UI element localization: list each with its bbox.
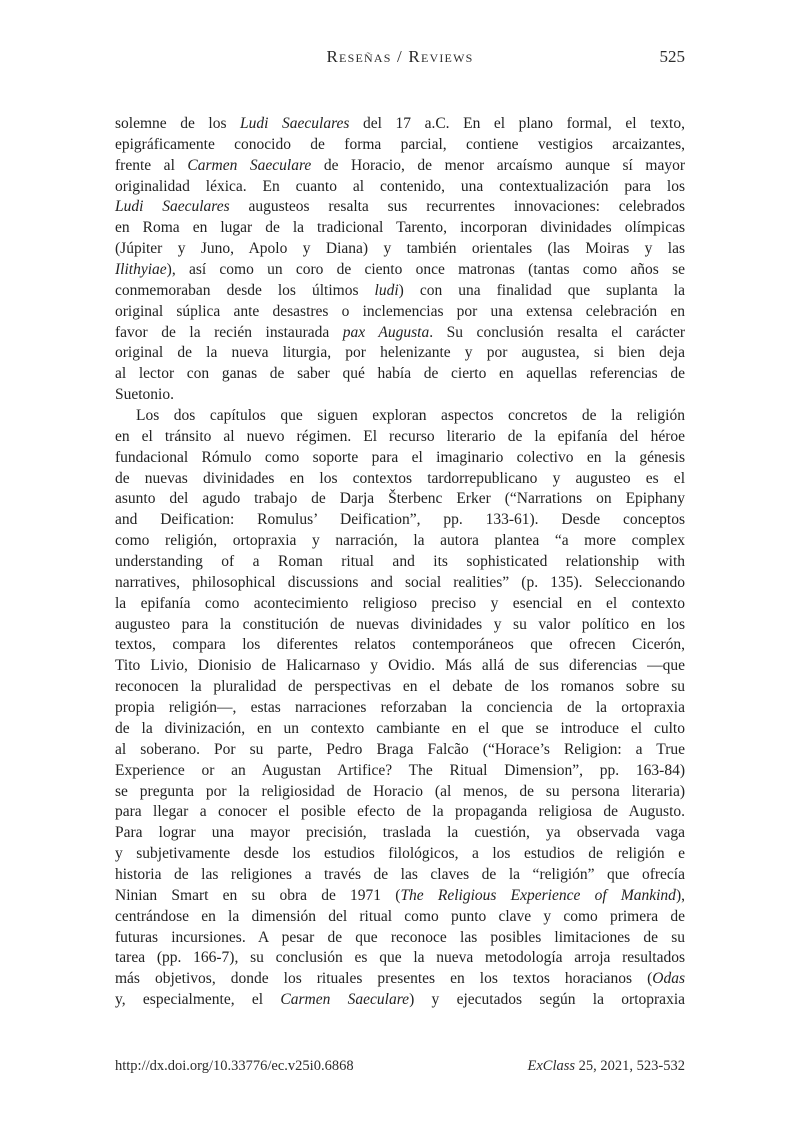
- text-line: originalidad léxica. En cuanto al contenido, una contextualización para los: [115, 177, 685, 195]
- text-line: y, especialmente, el Carmen Saeculare) y ejecutados según la ortopraxia: [115, 991, 685, 1009]
- text-line: Los dos capítulos que siguen exploran aspectos concretos de la religión: [136, 407, 685, 425]
- page-header: [115, 46, 685, 68]
- text-line: asunto del agudo trabajo de Darja Šterbenc Erker (“Narrations on Epiphany: [115, 490, 685, 508]
- page-number: 525: [659, 47, 685, 66]
- paragraph: [115, 114, 685, 406]
- text-line: augusteo para la constitución de nuevas divinidades y su valor político en los: [115, 615, 685, 633]
- text-line: solemne de los Ludi Saeculares del 17 a.C. En el plano formal, el texto,: [115, 115, 685, 132]
- text-line: narratives, philosophical discussions and social realities” (p. 135). Seleccionando: [115, 573, 685, 591]
- text-line: frente al Carmen Saeculare de Horacio, de menor arcaísmo aunque sí mayor: [115, 156, 685, 174]
- text-line: de la divinización, en un contexto cambiante en el que se introduce el culto: [115, 719, 685, 737]
- text-line: historia de las religiones a través de las claves de la “religión” que ofrecía: [115, 865, 685, 883]
- paragraphs: [115, 114, 685, 1011]
- text-line: al soberano. Por su parte, Pedro Braga Falcão (“Horace’s Religion: a True: [115, 740, 685, 758]
- text-line: original de la nueva liturgia, por helenizante y por augustea, si bien deja: [115, 344, 685, 362]
- journal-reference: [528, 1058, 686, 1075]
- text-line: Ilithyiae), así como un coro de ciento once matronas (tantas como años se: [115, 261, 685, 279]
- review-text: [115, 114, 685, 1011]
- text-line: la epifanía como acontecimiento religioso preciso y esencial en el contexto: [115, 594, 685, 612]
- text-line: reconocen la pluralidad de perspectivas en el debate de los romanos sobre su: [115, 678, 685, 696]
- journal-title: ExClass: [527, 1058, 576, 1074]
- text-line: tarea (pp. 166-7), su conclusión es que la nueva metodología arroja resultados: [115, 949, 685, 967]
- text-line: al lector con ganas de saber qué había de cierto en aquellas referencias de: [115, 365, 685, 383]
- text-line: Experience or an Augustan Artifice? The Ritual Dimension”, pp. 163-84): [115, 761, 685, 779]
- text-line: and Deification: Romulus’ Deification”, pp. 133-61). Desde conceptos: [115, 511, 685, 529]
- journal-citation: 25, 2021, 523-532: [575, 1058, 685, 1074]
- running-head-title: Reseñas / Reviews: [326, 47, 474, 66]
- text-line: favor de la recién instaurada pax Augusta. Su conclusión resalta el carácter: [115, 323, 685, 341]
- text-line: de nuevas divinidades en los contextos tardorrepublicano y augusteo es el: [115, 469, 685, 487]
- paragraph: [115, 406, 685, 1011]
- text-line: y subjetivamente desde los estudios filológicos, a los estudios de religión e: [115, 845, 685, 863]
- text-line: se pregunta por la religiosidad de Horacio (al menos, de su persona literaria): [115, 782, 685, 800]
- text-line: como religión, ortopraxia y narración, la autora plantea “a more complex: [115, 532, 685, 550]
- text-line: más objetivos, donde los rituales presentes en los textos horacianos (Odas: [115, 970, 685, 988]
- text-line: original súplica ante desastres o inclemencias por una extensa celebración en: [115, 302, 685, 320]
- text-line: futuras incursiones. A pesar de que reconoce las posibles limitaciones de su: [115, 928, 685, 946]
- text-line: (Júpiter y Juno, Apolo y Diana) y también orientales (las Moiras y las: [115, 240, 685, 258]
- text-line: Ludi Saeculares augusteos resalta sus recurrentes innovaciones: celebrados: [115, 198, 685, 216]
- text-line: para llegar a conocer el posible efecto de la propaganda religiosa de Augusto.: [115, 803, 685, 821]
- text-line: epigráficamente conocido de forma parcial, contiene vestigios arcaizantes,: [115, 135, 685, 153]
- text-line: Ninian Smart en su obra de 1971 (The Religious Experience of Mankind),: [115, 886, 685, 904]
- text-line: conmemoraban desde los últimos ludi) con una finalidad que suplanta la: [115, 281, 685, 299]
- text-line: Para lograr una mayor precisión, traslada la cuestión, ya observada vaga: [115, 824, 685, 842]
- text-line: en el tránsito al nuevo régimen. El recurso literario de la epifanía del héroe: [115, 427, 685, 445]
- text-line: Suetonio.: [115, 386, 174, 404]
- text-line: fundacional Rómulo como soporte para el imaginario colectivo en la génesis: [115, 448, 685, 466]
- text-line: en Roma en lugar de la tradicional Tarento, incorporan divinidades olímpicas: [115, 219, 685, 237]
- text-line: Tito Livio, Dionisio de Halicarnaso y Ovidio. Más allá de sus diferencias —que: [115, 657, 685, 675]
- text-line: understanding of a Roman ritual and its sophisticated relationship with: [115, 553, 685, 571]
- text-line: propia religión—, estas narraciones reforzaban la conciencia de la ortopraxia: [115, 699, 685, 717]
- text-line: centrándose en la dimensión del ritual como punto clave y como primera de: [115, 907, 685, 925]
- doi-link[interactable]: http://dx.doi.org/10.33776/ec.v25i0.6868: [115, 1058, 354, 1074]
- page-footer: [115, 1058, 685, 1075]
- text-line: textos, compara los diferentes relatos contemporáneos que ofrecen Cicerón,: [115, 636, 685, 654]
